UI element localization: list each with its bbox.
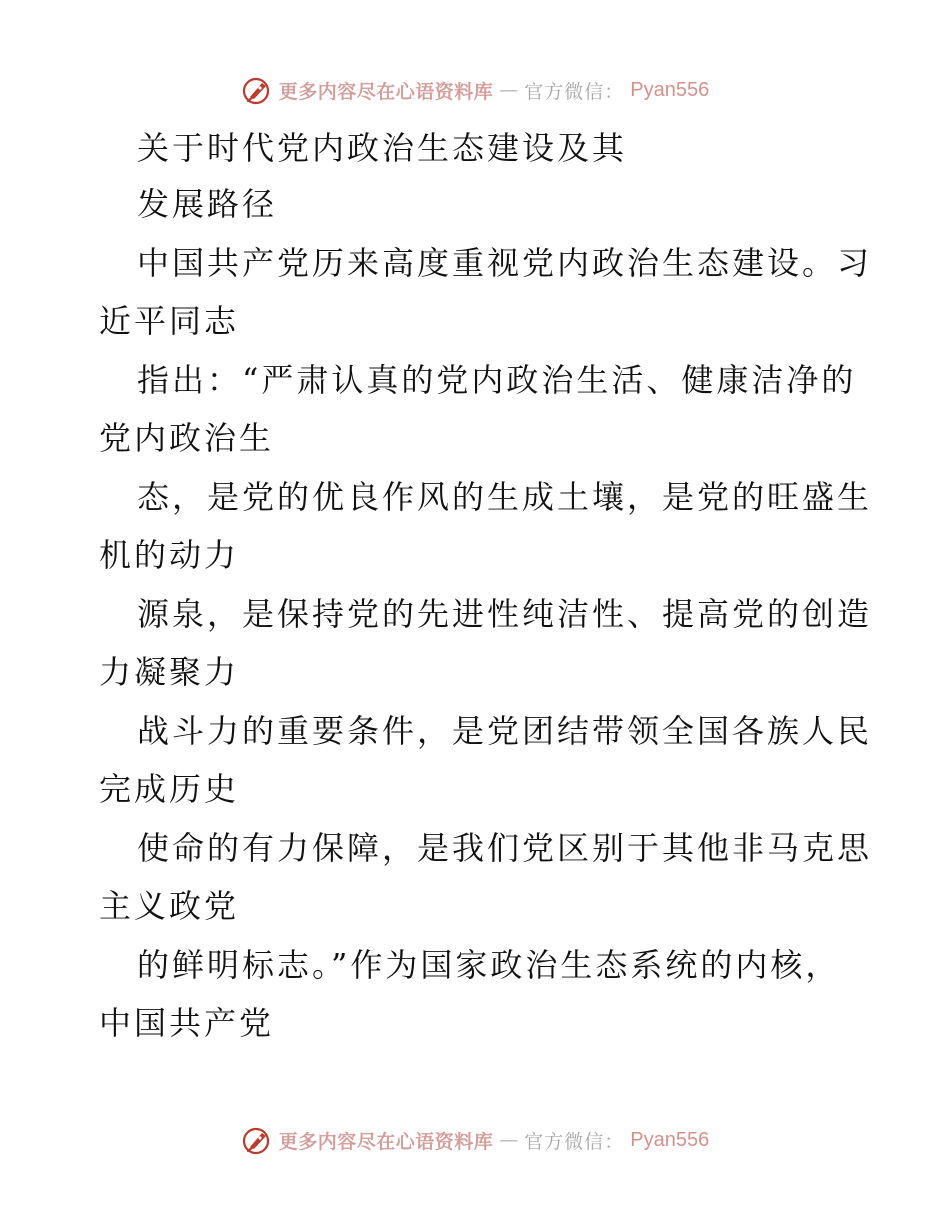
paragraph-line: 中国共产党 [99,1004,275,1042]
paragraph-line: 力凝聚力 [99,653,240,691]
header-watermark [0,72,950,108]
watermark-wechat-id: Pyan556 [630,78,710,101]
paragraph-line: 战斗力的重要条件，是党团结带领全国各族人民 [137,712,873,750]
title-line-2: 发展路径 [137,185,278,223]
watermark-text: 更多内容尽在心语资料库 [278,80,494,103]
paragraph-line: 中国共产党历来高度重视党内政治生态建设。习 [137,244,873,282]
watermark-separator: — [499,1129,519,1151]
paragraph-line: 源泉，是保持党的先进性纯洁性、提高党的创造 [137,595,873,633]
paragraph-line: 党内政治生 [99,419,275,457]
watermark-official-label: 官方微信： [524,80,625,103]
paragraph-line: 近平同志 [99,302,240,340]
watermark-text: 更多内容尽在心语资料库 [278,1130,494,1153]
watermark-separator: — [499,79,519,101]
pen-nib-in-circle-icon [241,74,273,106]
paragraph-line: 机的动力 [99,536,240,574]
paragraph-line: 使命的有力保障，是我们党区别于其他非马克思 [137,829,873,867]
paragraph-line: 态，是党的优良作风的生成土壤，是党的旺盛生 [137,478,873,516]
watermark-wechat-id: Pyan556 [630,1128,710,1151]
paragraph-line: 指出：“严肃认真的党内政治生活、健康洁净的 [137,361,857,399]
title-line-1: 关于时代党内政治生态建设及其 [137,129,628,167]
watermark-group [241,74,710,106]
watermark-official-label: 官方微信： [524,1130,625,1153]
footer-watermark [0,1122,950,1158]
paragraph-line: 主义政党 [99,887,240,925]
watermark-group [241,1124,710,1156]
pen-nib-in-circle-icon [241,1124,273,1156]
paragraph-line: 的鲜明标志。”作为国家政治生态系统的内核， [137,946,841,984]
paragraph-line: 完成历史 [99,770,240,808]
